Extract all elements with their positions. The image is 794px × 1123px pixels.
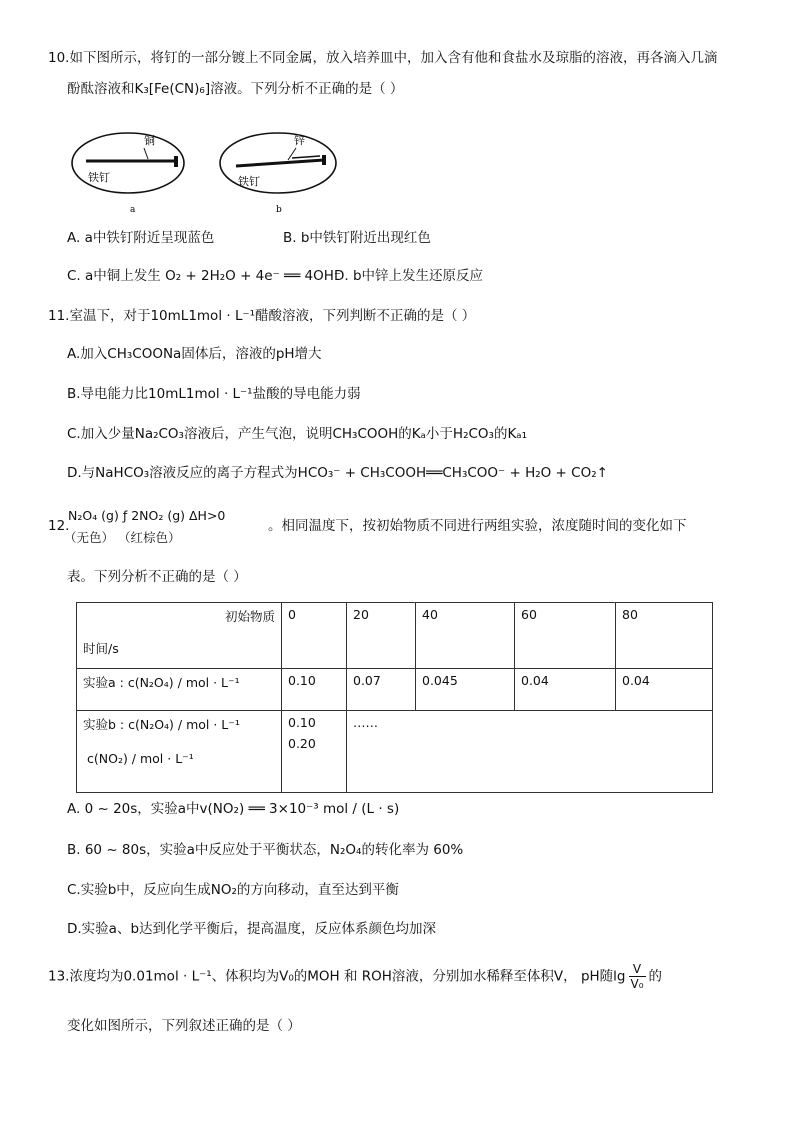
row-b-val-no2: 0.20 xyxy=(288,736,316,751)
q12-option-d: D.实验a、b达到化学平衡后，提高温度，反应体系颜色均加深 xyxy=(67,921,437,937)
caption-a: a xyxy=(130,205,136,215)
label-iron-nail-a: 铁钉 xyxy=(88,171,110,184)
q12-number: 12. xyxy=(48,518,70,534)
label-iron-nail-b: 铁钉 xyxy=(238,175,260,188)
header-diagonal-cell xyxy=(77,603,282,669)
caption-b: b xyxy=(276,205,282,215)
time-0: 0 xyxy=(282,603,347,669)
q13-stem-pre: 13.浓度均为0.01mol · L⁻¹、体积均为V₀的MOH 和 ROH溶液，分别加水稀释至体积V， pH随lg xyxy=(48,968,626,985)
q10-option-d: D. b中锌上发生还原反应 xyxy=(334,268,484,284)
time-40: 40 xyxy=(416,603,515,669)
q13-stem-post: 的 xyxy=(648,968,663,985)
fraction-denominator: V₀ xyxy=(630,977,644,991)
q12-stem-tail: 。相同温度下，按初始物质不同进行两组实验，浓度随时间的变化如下 xyxy=(268,518,687,534)
table-row-exp-a xyxy=(77,669,713,711)
q11-stem: 11.室温下，对于10mL1mol · L⁻¹醋酸溶液，下列判断不正确的是（ ） xyxy=(48,308,476,324)
row-b-initial xyxy=(282,711,347,793)
time-80: 80 xyxy=(616,603,713,669)
q12-equation-bottom: （无色） （红棕色） xyxy=(64,530,181,545)
q11-option-d: D.与NaHCO₃溶液反应的离子方程式为HCO₃⁻ + CH₃COOH══CH₃COO⁻ + H₂O + CO₂↑ xyxy=(67,465,608,481)
row-a-val-40: 0.045 xyxy=(416,669,515,711)
header-time: 时间/s xyxy=(83,641,119,656)
fraction-v-over-v0 xyxy=(629,962,646,991)
row-b-label-n2o4: 实验b : c(N₂O₄) / mol · L⁻¹ xyxy=(83,717,240,732)
q12-stem-line2: 表。下列分析不正确的是（ ） xyxy=(67,569,247,585)
q12-equation-top: N₂O₄ (g) ƒ 2NO₂ (g) ΔH>0 xyxy=(68,508,226,523)
q10-option-a: A. a中铁钉附近呈现蓝色 xyxy=(67,230,215,246)
row-a-val-20: 0.07 xyxy=(347,669,416,711)
q12-option-a: A. 0 ~ 20s，实验a中v(NO₂) ══ 3×10⁻³ mol / (L · s) xyxy=(67,801,400,817)
time-20: 20 xyxy=(347,603,416,669)
table-row-header xyxy=(77,603,713,669)
petri-dish-a xyxy=(72,133,184,193)
header-initial-substance: 初始物质 xyxy=(224,609,275,624)
q10-stem-line2: 酚酞溶液和K₃[Fe(CN)₆]溶液。下列分析不正确的是（ ） xyxy=(67,81,404,97)
petri-dishes-illustration xyxy=(66,126,346,216)
q11-option-a: A.加入CH₃COONa固体后，溶液的pH增大 xyxy=(67,346,322,362)
q13-stem-line2: 变化如图所示，下列叙述正确的是（ ） xyxy=(67,1018,301,1034)
q12-option-c: C.实验b中，反应向生成NO₂的方向移动，直至达到平衡 xyxy=(67,882,399,898)
table-row-exp-b xyxy=(77,711,713,793)
row-b-label xyxy=(77,711,282,793)
label-copper: 铜 xyxy=(144,134,155,147)
time-60: 60 xyxy=(515,603,616,669)
row-b-rest: …… xyxy=(347,711,713,793)
q11-option-b: B.导电能力比10mL1mol · L⁻¹盐酸的导电能力弱 xyxy=(67,386,361,402)
q10-option-c: C. a中铜上发生 O₂ + 2H₂O + 4e⁻ ══ 4OH⁻ xyxy=(67,268,342,284)
q12-data-table xyxy=(76,602,713,793)
row-b-label-no2: c(NO₂) / mol · L⁻¹ xyxy=(87,751,194,766)
row-a-label: 实验a : c(N₂O₄) / mol · L⁻¹ xyxy=(77,669,282,711)
q10-figure xyxy=(66,126,346,216)
nail-b xyxy=(236,160,324,166)
q10-stem-line1: 10.如下图所示，将钉的一部分镀上不同金属，放入培养皿中，加入含有他和食盐水及琼脂的溶液，再各滴入几滴 xyxy=(48,50,718,66)
q12-option-b: B. 60 ~ 80s，实验a中反应处于平衡状态，N₂O₄的转化率为 60% xyxy=(67,842,464,858)
row-a-val-0: 0.10 xyxy=(282,669,347,711)
label-zinc: 锌 xyxy=(294,134,305,147)
q10-option-b: B. b中铁钉附近出现红色 xyxy=(283,230,431,246)
q11-option-c: C.加入少量Na₂CO₃溶液后，产生气泡，说明CH₃COOH的Kₐ小于H₂CO₃的Kₐ₁ xyxy=(67,426,528,442)
fraction-numerator: V xyxy=(629,962,646,977)
row-a-val-60: 0.04 xyxy=(515,669,616,711)
row-b-val-n2o4: 0.10 xyxy=(288,715,316,730)
row-a-val-80: 0.04 xyxy=(616,669,713,711)
q13-stem-line1 xyxy=(48,962,662,991)
